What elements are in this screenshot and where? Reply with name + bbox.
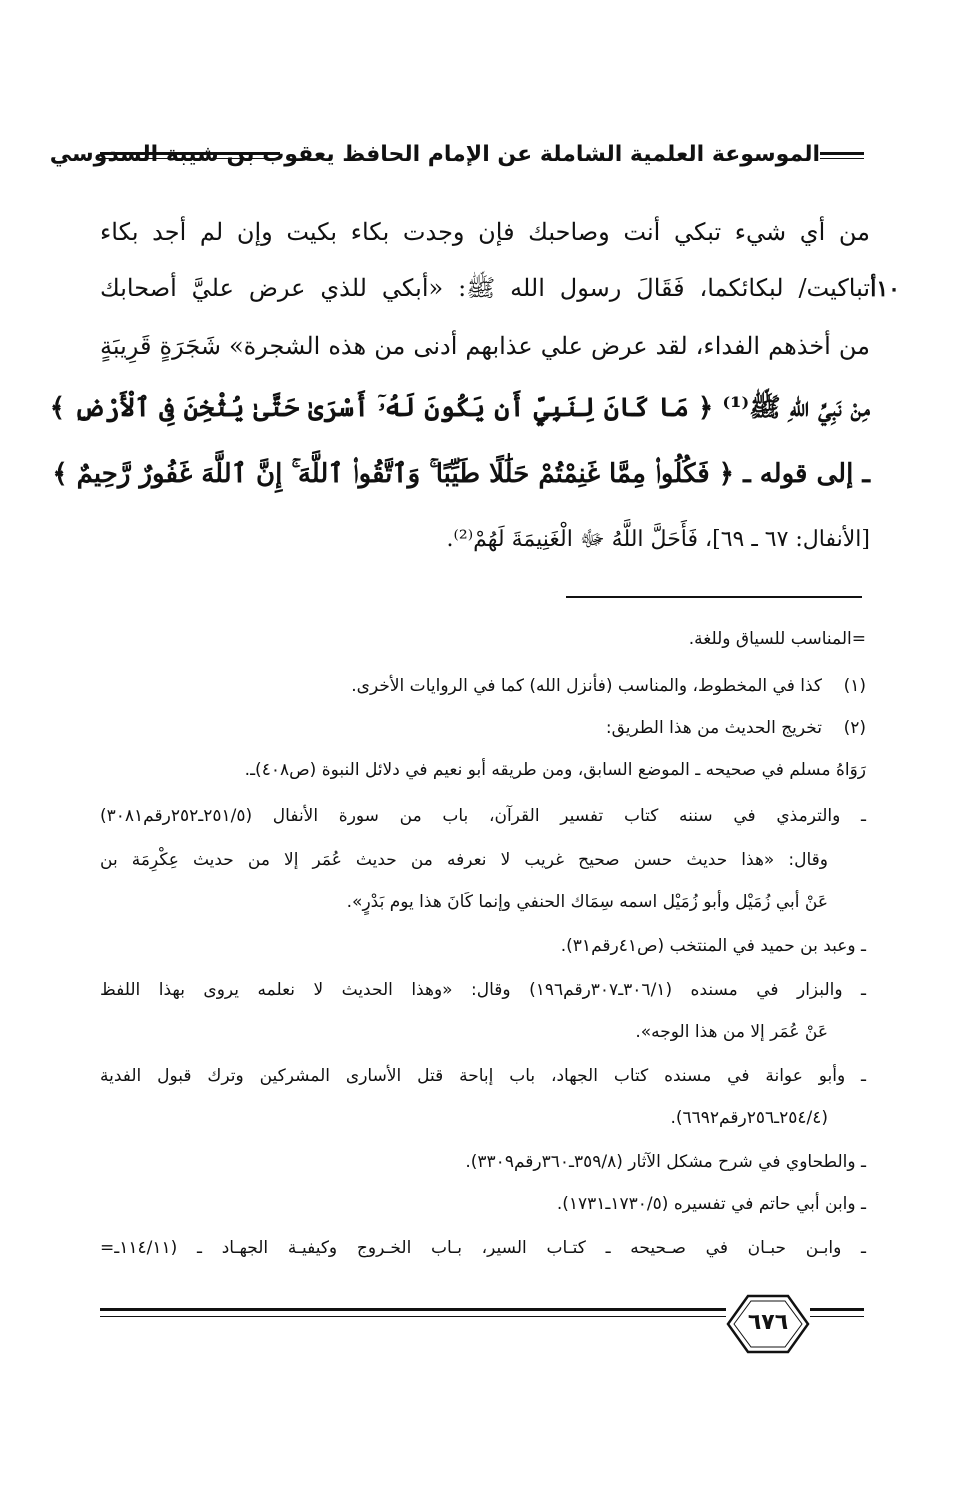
footnote-line: وقال: «هذا حديث حسن صحيح غريب لا نعرفه من حديث عُمَر إلا من حديث عِكْرِمَة بن: [100, 850, 828, 870]
footer-rule-left-thin: [100, 1316, 726, 1317]
footnote-text-2: تخريج الحديث من هذا الطريق:: [605, 718, 822, 738]
body-line-1: من أي شيء تبكي أنت وصاحبك فإن وجدت بكاء بكيت وإن لم أجد بكاء: [100, 218, 870, 246]
footnote-number-1: (١): [843, 676, 866, 696]
folio-marker: ١٠أ: [870, 276, 900, 302]
footer-rule-left: [100, 1308, 726, 1311]
footnote-separator: [566, 596, 862, 598]
footnote-continuation: =المناسب للسياق وللغة.: [688, 629, 866, 649]
footer-rule-right: [810, 1308, 864, 1311]
footnote-text-1: كذا في المخطوط، والمناسب (فأنزل الله) كما في الروايات الأخرى.: [351, 676, 822, 696]
page-number: ٦٧٦: [747, 1310, 789, 1335]
footnote-line: ـ وابـن حبـان في صـحيحه ـ كتـاب السير، بـاب الخـروج وكيفيـة الجهـاد ـ (١١٤/١١ـ=: [100, 1238, 866, 1258]
footnote-number-2: (٢): [843, 718, 866, 738]
header-rule-left-thin: [100, 158, 280, 159]
header-rule-left: [100, 152, 280, 155]
running-title: الموسوعة العلمية الشاملة عن الإمام الحافظ يعقوب بن شيبة السدوسي: [49, 142, 820, 167]
body-line-4-quran: مِنْ نَبِيِّ اللهِ ﷺ⁽¹⁾ ﴿ مَا كَانَ لِنَبِيٍّ أَن يَكُونَ لَهُۥٓ أَسْرَىٰ حَتَّىٰ يُثْخِنَ فِى ٱلْأَرْضِ ﴾: [49, 393, 870, 423]
footnote-line: (٢٥٤/٤ـ٢٥٦رقم٦٦٩٢).: [670, 1108, 828, 1128]
footnote-line: عَنْ أبي زُمَيْل وأبو زُمَيْل اسمه سِمَاك الحنفي وإنما كَانَ هذا يوم بَدْرٍ».: [346, 892, 828, 912]
body-line-3: من أخذهم الفداء، لقد عرض علي عذابهم أدنى من هذه الشجرة» شَجَرَةٍ قَرِيبَةٍ: [100, 332, 870, 360]
header-rule-right: [820, 152, 864, 155]
footnote-line: رَوَاهُ مسلم في صحيحه ـ الموضع السابق، ومن طريقه أبو نعيم في دلائل النبوة (ص٤٠٨)ـ.: [244, 760, 866, 780]
body-line-2: تباكيت/ لبكائكما، فَقَالَ رسول الله ﷺ: «أبكي للذي عرض عليَّ أصحابك: [100, 274, 870, 302]
footnote-line: ـ وعبد بن حميد في المنتخب (ص٤١رقم٣١).: [560, 936, 866, 956]
body-line-6: [الأنفال: ٦٧ ـ ٦٩]، فَأَحَلَّ اللَّهُ ﷻ الْغَنِيمَةَ لَهُمْ⁽²⁾.: [446, 527, 870, 552]
footnote-line: ـ والترمذي في سننه كتاب تفسير القرآن، باب من سورة الأنفال (٢٥١/٥ـ٢٥٢رقم٣٠٨١): [100, 806, 866, 826]
footnote-line: ـ وأبو عوانة في مسنده كتاب الجهاد، باب إباحة قتل الأسارى المشركين وترك قبول الفدية: [100, 1066, 866, 1086]
footnote-line: عَنْ عُمَر إلا من هذا الوجه».: [635, 1022, 828, 1042]
header-rule-right-thin: [820, 158, 864, 159]
footnote-line: ـ والبزار في مسنده (٣٠٦/١ـ٣٠٧رقم١٩٦) وقال: «وهذا الحديث لا نعلمه يروى بهذا اللفظ: [100, 980, 866, 1000]
footnote-line: ـ والطحاوي في شرح مشكل الآثار (٣٥٩/٨ـ٣٦٠رقم٣٣٠٩).: [465, 1152, 866, 1172]
body-line-5-quran: ـ إلى قوله ـ ﴿ فَكُلُوا۟ مِمَّا غَنِمْتُمْ حَلَٰلًا طَيِّبًا ۚ وَٱتَّقُوا۟ ٱللَّهَ ۚ إِنَّ ٱللَّهَ غَفُورٌ رَّحِيمٌ ﴾: [52, 459, 870, 489]
footnote-line: ـ وابن أبي حاتم في تفسيره (١٧٣٠/٥ـ١٧٣١).: [556, 1194, 866, 1214]
footer-rule-right-thin: [810, 1316, 864, 1317]
